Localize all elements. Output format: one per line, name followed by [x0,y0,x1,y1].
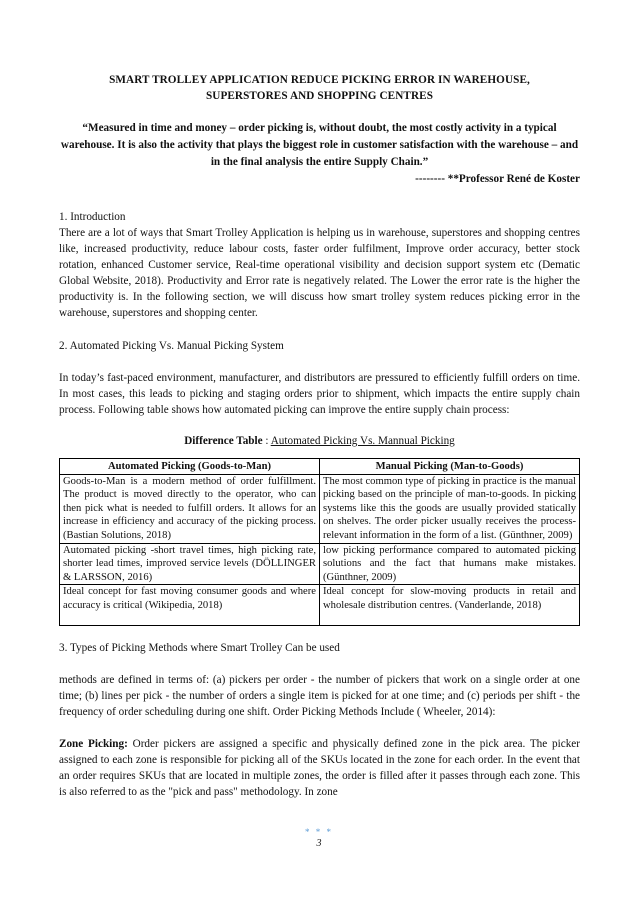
table-cell: Ideal concept for slow-moving products in retail and wholesale distribution centres. (Vanderlande, 2018) [320,585,580,626]
title-line-1: SMART TROLLEY APPLICATION REDUCE PICKING ERROR IN WAREHOUSE, [109,74,530,86]
header-manual: Manual Picking (Man-to-Goods) [320,459,580,475]
epigraph-quote: “Measured in time and money – order picking is, without doubt, the most costly activity in a typical warehouse. It is also the activity that plays the biggest role in customer satisfaction with the warehouse – and in the final analysis the entire Supply Chain.” [60,122,579,168]
section-2-body: In today’s fast-paced environment, manufacturer, and distributors are pressured to efficiently fulfill orders on time. In most cases, this leads to picking and staging orders prior to shipment, which impacts the entire supply chain process. Following table shows how automated picking can improve the entire supply chain process: [59,372,580,416]
table-row [60,543,580,585]
table-row [60,474,580,543]
footer-ornament: * * * [305,827,333,837]
document-page [59,72,580,800]
zone-picking-paragraph [59,736,580,800]
table-cell: Ideal concept for fast moving consumer goods and where accuracy is critical (Wikipedia, 2018) [60,585,320,626]
document-title [59,72,580,104]
section-3-heading: 3. Types of Picking Methods where Smart Trolley Can be used [59,642,340,655]
table-header-row [60,459,580,475]
section-2-heading: 2. Automated Picking Vs. Manual Picking System [59,340,284,352]
table-row [60,585,580,626]
table-caption-separator: : [262,435,271,447]
title-line-2: SUPERSTORES AND SHOPPING CENTRES [205,90,434,102]
header-automated: Automated Picking (Goods-to-Man) [60,459,320,475]
table-cell: Goods-to-Man is a modern method of order fulfillment. The product is moved directly to the operator, who can then pick what is needed to fulfill orders. It allows for an increase in efficiency and accuracy of the picking process. (Bastian Solutions, 2018) [60,474,320,543]
table-cell: Automated picking -short travel times, high picking rate, shorter lead times, improved service levels (DÖLLINGER & LARSSON, 2016) [60,543,320,585]
table-cell: The most common type of picking in practice is the manual picking based on the principle of man-to-goods. In picking systems like this the goods are usually provided statically on shelves. The order picker usually receives the process-relevant information in the form of a list. (Günthner, 2009) [320,474,580,543]
table-caption-title: Automated Picking Vs. Mannual Picking [270,435,455,447]
page-number: 3 [316,838,322,849]
section-1-body: There are a lot of ways that Smart Trolley Application is helping us in warehouse, superstores and shopping centres like, increased productivity, reduce labour costs, faster order fulfilment, Improve order accuracy, better stock rotation, enhanced Customer service, Real-time operational visibility and decision support system etc (Dematic Global Website, 2018). Productivity and Error rate is negatively related. The Lower the error rate is the higher the productivity is. In the following section, we will discuss how smart trolley system reduces picking error in the warehouse, superstores and shopping center. [59,227,580,319]
quote-attribution: -------- **Professor René de Koster [415,173,580,185]
zone-picking-text: Order pickers are assigned a specific and physically defined zone in the pick area. The picker assigned to each zone is responsible for picking all of the SKUs located in the zone for each order. In the event that an order requires SKUs that are located in multiple zones, the order is filled after it passes through each zone. This is also referred to as the "pick and pass" methodology. In zone [59,738,580,799]
zone-picking-label: Zone Picking: [59,738,128,751]
table-cell: low picking performance compared to automated picking solutions and the fact that humans make mistakes. (Günthner, 2009) [320,543,580,585]
table-caption [59,433,580,449]
section-1-heading: 1. Introduction [59,211,126,223]
table-caption-label: Difference Table [184,435,263,447]
section-3-body: methods are defined in terms of: (a) pickers per order - the number of pickers that work on a single order at one time; (b) lines per pick - the number of orders a single item is picked for at one time; and (c) periods per shift - the frequency of order scheduling during one shift. Order Picking Methods Include ( Wheeler, 2014): [59,674,580,719]
page-footer [0,827,638,849]
difference-table [59,458,580,626]
